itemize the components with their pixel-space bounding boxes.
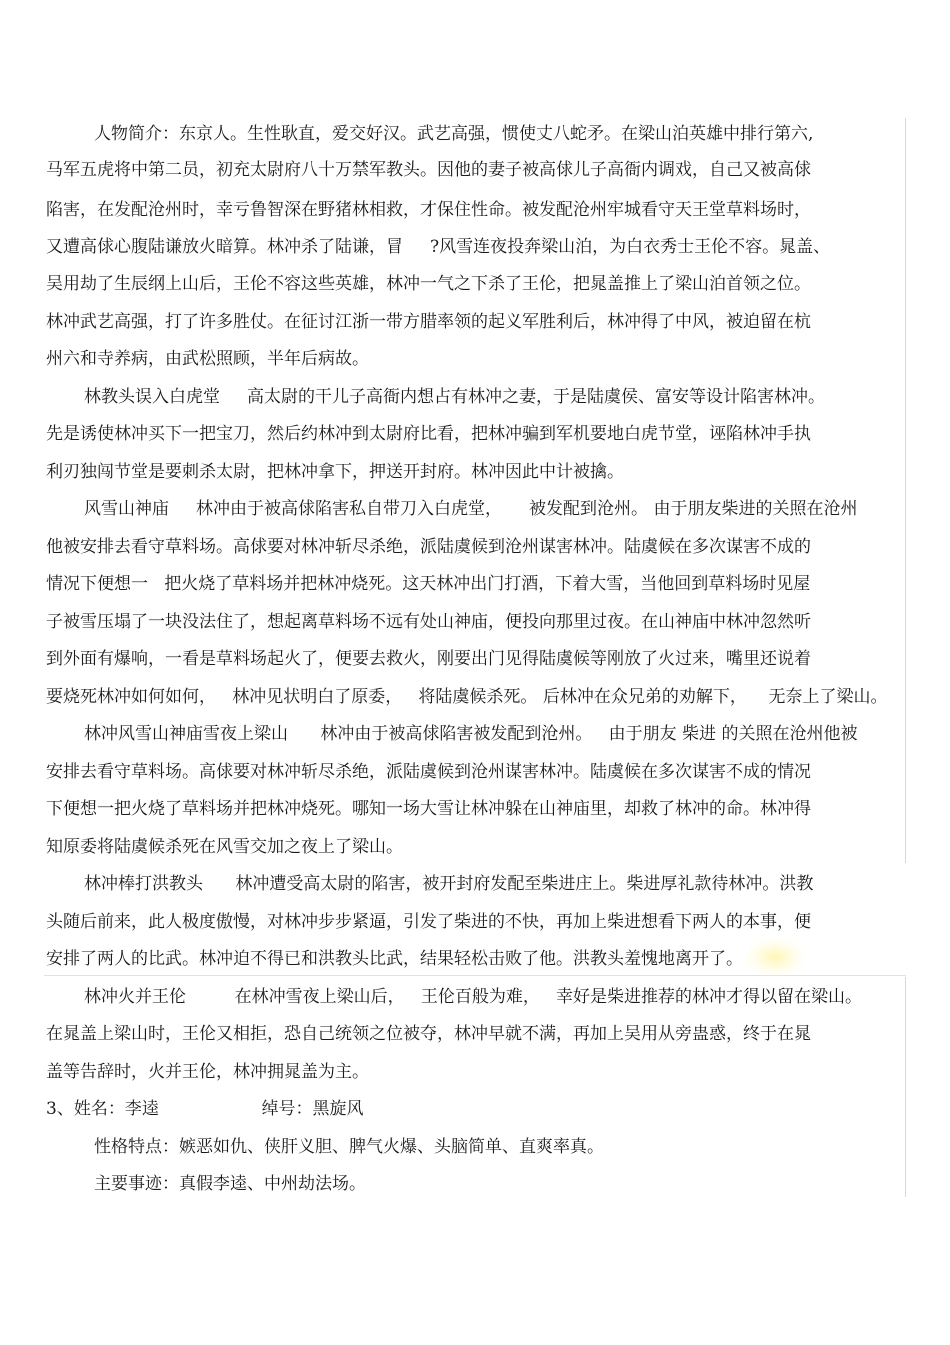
text-line: 林冲武艺高强，打了许多胜仗。在征讨江浙一带方腊率领的起义军胜利后，林冲得了中风，被迫留在杭 [46, 312, 811, 332]
text-line: 利刃独闯节堂是要刺杀太尉，把林冲拿下，押送开封府。林冲因此中计被擒。 [46, 462, 624, 482]
text-line: 人物简介：东京人。生性耿直，爱交好汉。武艺高强，惯使丈八蛇矛。在梁山泊英雄中排行第六, [94, 124, 814, 144]
text-line: 先是诱使林冲买下一把宝刀，然后约林冲到太尉府比看，把林冲骗到军机要地白虎节堂，诬陷林冲手执 [46, 424, 811, 444]
text-line: 到外面有爆响，一看是草料场起火了，便要去救火，刚要出门见得陆虞候等刚放了火过来，嘴里还说着 [46, 649, 811, 669]
text-line: 知原委将陆虞候杀死在风雪交加之夜上了梁山。 [46, 837, 403, 857]
right-edge-line-lower [905, 977, 906, 1197]
right-edge-line [905, 118, 906, 863]
text-line: 性格特点：嫉恶如仇、侠肝义胆、脾气火爆、头脑简单、直爽率真。 [94, 1137, 604, 1157]
text-line: 陷害，在发配沧州时，幸亏鲁智深在野猪林相救，才保住性命。被发配沧州牢城看守天王堂草料场时， [46, 200, 811, 220]
text-line: 他被安排去看守草料场。高俅要对林冲斩尽杀绝，派陆虞候到沧州谋害林冲。陆虞候在多次谋害不成的 [46, 537, 811, 557]
text-line: 要烧死林冲如何如何， 林冲见状明白了原委， 将陆虞候杀死。 后林冲在众兄弟的劝解下， 无奈上了梁山。 [46, 687, 888, 707]
text-line: 风雪山神庙 林冲由于被高俅陷害私自带刀入白虎堂， 被发配到沧州。 由于朋友柴进的关照在沧州 [84, 499, 858, 519]
section-heading: 3、姓名：李逵 绰号：黑旋风 [46, 1099, 364, 1119]
text-line: 安排去看守草料场。高俅要对林冲斩尽杀绝，派陆虞候到沧州谋害林冲。陆虞候在多次谋害不成的情况 [46, 762, 811, 782]
text-line: 下便想一把火烧了草料场并把林冲烧死。哪知一场大雪让林冲躲在山神庙里，却救了林冲的命。林冲得 [46, 799, 811, 819]
text-line: 安排了两人的比武。林冲迫不得已和洪教头比武，结果轻松击败了他。洪教头羞愧地离开了。 [46, 949, 743, 969]
text-line: 子被雪压塌了一块没法住了，想起离草料场不远有处山神庙，便投向那里过夜。在山神庙中林冲忽然听 [46, 612, 811, 632]
text-line: 在晁盖上梁山时，王伦又相拒，恐自己统领之位被夺，林冲早就不满，再加上吴用从旁蛊惑，终于在晁 [46, 1024, 811, 1044]
text-line: 盖等告辞时，火并王伦，林冲拥晁盖为主。 [46, 1062, 369, 1082]
text-line: 林冲风雪山神庙雪夜上梁山 林冲由于被高俅陷害被发配到沧州。 由于朋友 柴进 的关照在沧州他被 [84, 724, 858, 744]
text-line: 林冲火并王伦 在林冲雪夜上梁山后， 王伦百般为难， 幸好是柴进推荐的林冲才得以留在梁山。 [84, 987, 863, 1007]
text-line: 马军五虎将中第二员，初充太尉府八十万禁军教头。因他的妻子被高俅儿子高衙内调戏，自己又被高俅 [46, 160, 811, 180]
text-line: 头随后前来，此人极度傲慢，对林冲步步紧逼，引发了柴进的不快，再加上柴进想看下两人的本事，便 [46, 912, 811, 932]
text-line: 主要事迹：真假李逵、中州劫法场。 [94, 1174, 366, 1194]
text-line: 情况下便想一 把火烧了草料场并把林冲烧死。这天林冲出门打酒，下着大雪，当他回到草料场时见屋 [46, 574, 811, 594]
text-line: 又遭高俅心腹陆谦放火暗算。林冲杀了陆谦，冒 ?风雪连夜投奔梁山泊，为白衣秀士王伦不容。晁盖、 [46, 237, 831, 257]
text-line: 林冲棒打洪教头 林冲遭受高太尉的陷害，被开封府发配至柴进庄上。柴进厚礼款待林冲。洪教 [84, 874, 814, 894]
text-line: 吴用劫了生辰纲上山后，王伦不容这些英雄，林冲一气之下杀了王伦，把晁盖推上了梁山泊首领之位。 [46, 274, 811, 294]
text-line: 州六和寺养病，由武松照顾，半年后病故。 [46, 349, 369, 369]
text-line: 林教头误入白虎堂 高太尉的干儿子高衙内想占有林冲之妻，于是陆虞侯、富安等设计陷害林冲。 [84, 387, 826, 407]
